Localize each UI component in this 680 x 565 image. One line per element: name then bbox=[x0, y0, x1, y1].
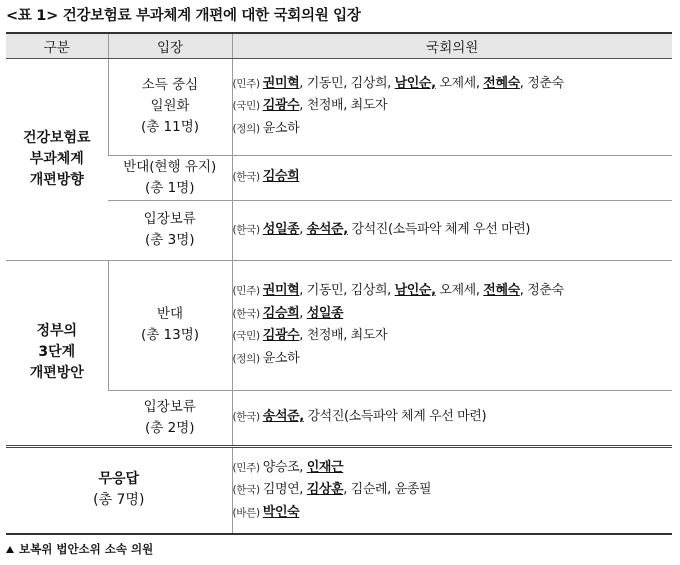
party-label: (한국) bbox=[232, 223, 260, 236]
position-label: (총 11명) bbox=[140, 119, 200, 135]
position-cell bbox=[108, 390, 232, 446]
member-names: , 김순례, 윤종필 bbox=[343, 482, 432, 497]
position-label: (총 3명) bbox=[145, 232, 195, 248]
category-cell bbox=[6, 260, 108, 446]
lawmaker-position-table bbox=[6, 32, 672, 535]
member-name-subcommittee: 전혜숙 bbox=[483, 283, 520, 298]
party-label: (한국) bbox=[232, 484, 260, 496]
member-line bbox=[233, 348, 673, 371]
member-names: , 천정배, 최도자 bbox=[299, 98, 388, 114]
party-label: (민주) bbox=[232, 461, 260, 474]
position-label: 입장보류 bbox=[143, 398, 196, 415]
members-cell bbox=[232, 58, 672, 155]
member-name-subcommittee: 남인순, bbox=[394, 75, 436, 91]
members-cell bbox=[232, 155, 672, 200]
category-label: 무응답 bbox=[98, 471, 140, 488]
party-label: (정의) bbox=[232, 352, 260, 365]
member-name-subcommittee: 김승희 bbox=[262, 169, 300, 185]
members-cell bbox=[232, 390, 672, 446]
position-label: 반대 bbox=[156, 306, 184, 322]
member-name-subcommittee: 성일종 bbox=[306, 305, 344, 321]
party-label: (한국) bbox=[232, 411, 260, 424]
member-names: 윤소하 bbox=[262, 120, 300, 136]
member-line bbox=[233, 303, 673, 326]
category-label: 개편방안 bbox=[29, 365, 84, 381]
member-names: , 기동민, 김상희, bbox=[299, 283, 395, 298]
party-label: (한국) bbox=[232, 171, 260, 184]
party-label: (한국) bbox=[232, 307, 260, 320]
member-name-subcommittee: 박인숙 bbox=[262, 504, 300, 520]
member-name-subcommittee: 남인순, bbox=[394, 283, 436, 298]
party-label: (정의) bbox=[232, 122, 260, 135]
member-name-subcommittee: 김광수 bbox=[262, 98, 300, 114]
member-line bbox=[233, 457, 673, 480]
position-label: (총 13명) bbox=[140, 327, 200, 343]
position-label: 소득 중심 bbox=[141, 77, 199, 93]
member-line bbox=[233, 166, 673, 189]
table-row bbox=[6, 58, 672, 155]
table-body bbox=[6, 58, 672, 534]
party-label: (국민) bbox=[232, 100, 260, 113]
member-line bbox=[233, 406, 673, 429]
member-name-subcommittee: 권미혁 bbox=[262, 75, 300, 91]
position-cell bbox=[108, 260, 232, 390]
member-name-subcommittee: 김광수 bbox=[262, 328, 300, 343]
header-members: 국회의원 bbox=[232, 33, 672, 58]
members-cell bbox=[232, 200, 672, 260]
member-line bbox=[233, 219, 673, 242]
member-name-subcommittee: 송석준, bbox=[262, 409, 304, 425]
member-names: 오제세, bbox=[435, 283, 484, 298]
category-label: 3단계 bbox=[38, 344, 76, 360]
member-names: , 천정배, 최도자 bbox=[299, 328, 388, 343]
position-label: 입장보류 bbox=[143, 211, 196, 227]
footnote bbox=[6, 541, 153, 557]
member-name-subcommittee: 권미혁 bbox=[262, 283, 300, 298]
table-header-row bbox=[6, 33, 672, 58]
count-label: (총 7명) bbox=[93, 492, 145, 509]
member-names: 강석진(소득파악 체계 우선 마련) bbox=[347, 221, 531, 237]
position-cell bbox=[108, 200, 232, 260]
position-label: (총 2명) bbox=[145, 419, 195, 436]
member-line bbox=[233, 280, 673, 303]
member-name-subcommittee: 전혜숙 bbox=[483, 75, 520, 91]
header-category: 구분 bbox=[6, 33, 108, 58]
member-name-subcommittee: 송석준, bbox=[306, 221, 348, 237]
member-line bbox=[233, 73, 673, 96]
category-label: 부과체계 bbox=[29, 150, 84, 167]
member-names: 김명연, bbox=[262, 482, 307, 497]
party-label: (바른) bbox=[232, 506, 260, 519]
party-label: (국민) bbox=[232, 330, 260, 342]
table-row bbox=[6, 260, 672, 390]
party-label: (민주) bbox=[232, 285, 260, 297]
member-names: , 정춘숙 bbox=[519, 75, 564, 91]
member-name-subcommittee: 김승희 bbox=[262, 305, 300, 321]
position-label: 반대(현행 유지) bbox=[123, 158, 217, 175]
members-cell bbox=[232, 446, 672, 534]
member-names: 양승조, bbox=[262, 459, 307, 475]
member-names: , bbox=[299, 305, 307, 321]
members-cell bbox=[232, 260, 672, 390]
category-label: 정부의 bbox=[36, 323, 78, 339]
member-names: , 기동민, 김상희, bbox=[299, 75, 395, 91]
member-line bbox=[233, 325, 673, 348]
member-names: 윤소하 bbox=[262, 350, 300, 366]
member-names: 오제세, bbox=[435, 75, 484, 91]
member-line bbox=[233, 118, 673, 141]
member-name-subcommittee: 성일종 bbox=[262, 221, 300, 237]
category-cell bbox=[6, 58, 108, 260]
header-position: 입장 bbox=[108, 33, 232, 58]
footnote-text: 보복위 법안소위 소속 의원 bbox=[19, 542, 154, 556]
position-label: 일원화 bbox=[150, 98, 190, 114]
member-line bbox=[233, 479, 673, 502]
table-title: <표 1> 건강보험료 부과체계 개편에 대한 국회의원 입장 bbox=[6, 8, 361, 24]
member-name-subcommittee: 인재근 bbox=[306, 459, 344, 475]
table-row bbox=[6, 446, 672, 534]
member-line bbox=[233, 95, 673, 118]
position-cell bbox=[108, 58, 232, 155]
party-label: (민주) bbox=[232, 77, 260, 90]
member-names: , 정춘숙 bbox=[519, 283, 564, 298]
member-line bbox=[233, 502, 673, 525]
category-label: 개편방향 bbox=[29, 171, 84, 188]
member-name-subcommittee: 김상훈 bbox=[306, 482, 344, 497]
category-label: 건강보험료 bbox=[22, 129, 91, 146]
position-label: (총 1명) bbox=[145, 179, 195, 196]
position-cell bbox=[108, 155, 232, 200]
member-names: , bbox=[299, 221, 307, 237]
triangle-marker-icon bbox=[6, 546, 14, 553]
member-names: 강석진(소득파악 체계 우선 마련) bbox=[303, 409, 487, 425]
no-response-cell bbox=[6, 446, 232, 534]
